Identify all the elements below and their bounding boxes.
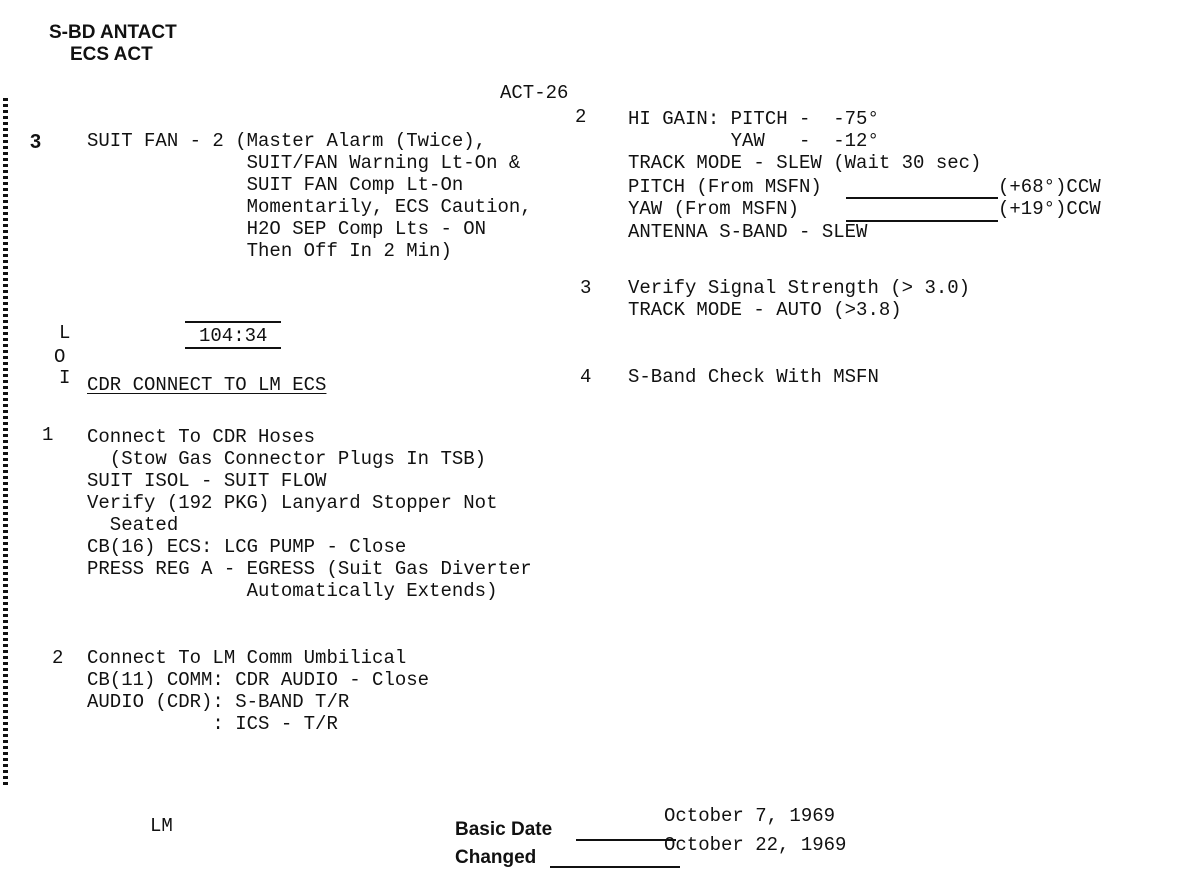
left-step1-line: Seated <box>87 514 179 536</box>
left-step1-line: (Stow Gas Connector Plugs In TSB) <box>87 448 487 470</box>
yaw-blank <box>846 220 998 222</box>
left-step1-line: PRESS REG A - EGRESS (Suit Gas Diverter <box>87 558 532 580</box>
right-step4-text: S-Band Check With MSFN <box>628 366 879 388</box>
left-step3-line: SUIT FAN - 2 (Master Alarm (Twice), <box>87 130 487 152</box>
pitch-label: PITCH (From MSFN) <box>628 176 822 198</box>
loi-letter-o: O <box>54 346 66 368</box>
right-step2-line: TRACK MODE - SLEW (Wait 30 sec) <box>628 152 982 174</box>
right-step2-text <box>628 108 981 174</box>
left-step3-text <box>87 130 532 262</box>
left-step2-line: CB(11) COMM: CDR AUDIO - Close <box>87 669 430 691</box>
right-step3-number: 3 <box>580 277 592 299</box>
left-step1-line: Verify (192 PKG) Lanyard Stopper Not <box>87 492 498 514</box>
antenna-line: ANTENNA S-BAND - SLEW <box>628 221 868 243</box>
mission-time: 104:34 <box>199 325 268 347</box>
left-step2-line: : ICS - T/R <box>87 713 338 735</box>
yaw-label: YAW (From MSFN) <box>628 198 800 220</box>
right-step3-line: Verify Signal Strength (> 3.0) <box>628 277 971 299</box>
left-step3-line: Then Off In 2 Min) <box>87 240 452 262</box>
pitch-value: (+68°)CCW <box>998 176 1101 198</box>
right-step3-line: TRACK MODE - AUTO (>3.8) <box>628 299 902 321</box>
pitch-blank <box>846 197 998 199</box>
page-id: ACT-26 <box>500 82 569 104</box>
yaw-value: (+19°)CCW <box>998 198 1101 220</box>
left-step1-line: SUIT ISOL - SUIT FLOW <box>87 470 327 492</box>
loi-letter-l: L <box>59 322 71 344</box>
left-step3-line: SUIT FAN Comp Lt-On <box>87 174 464 196</box>
footer-vehicle: LM <box>150 815 173 837</box>
section-title: CDR CONNECT TO LM ECS <box>87 374 327 396</box>
left-step2-number: 2 <box>52 647 64 669</box>
changed-value: October 22, 1969 <box>664 834 847 856</box>
time-underline <box>185 347 281 349</box>
left-step1-line: Automatically Extends) <box>87 580 498 602</box>
left-step3-number: 3 <box>30 131 42 153</box>
left-step2-text <box>87 647 429 735</box>
header-line-2: ECS ACT <box>70 44 153 65</box>
right-step4-number: 4 <box>580 366 592 388</box>
right-step2-number: 2 <box>575 106 587 128</box>
loi-letter-i: I <box>59 367 71 389</box>
left-step2-line: AUDIO (CDR): S-BAND T/R <box>87 691 350 713</box>
header-line-1: S-BD ANTACT <box>49 22 177 43</box>
changed-line <box>550 866 680 868</box>
left-step2-line: Connect To LM Comm Umbilical <box>87 647 407 669</box>
left-step1-number: 1 <box>42 424 54 446</box>
left-step3-line: H2O SEP Comp Lts - ON <box>87 218 487 240</box>
left-step1-line: Connect To CDR Hoses <box>87 426 316 448</box>
basic-date-value: October 7, 1969 <box>664 805 836 827</box>
left-step1-line: CB(16) ECS: LCG PUMP - Close <box>87 536 407 558</box>
left-step3-line: SUIT/FAN Warning Lt-On & <box>87 152 521 174</box>
basic-date-label: Basic Date <box>455 819 553 840</box>
left-step1-text <box>87 426 532 602</box>
right-step2-line: HI GAIN: PITCH - -75° <box>628 108 879 130</box>
right-step3-text <box>628 277 970 321</box>
left-step3-line: Momentarily, ECS Caution, <box>87 196 532 218</box>
right-step2-line: YAW - -12° <box>628 130 879 152</box>
basic-date-line <box>576 839 676 841</box>
change-bar <box>3 98 8 788</box>
changed-label: Changed <box>455 847 537 868</box>
time-overline <box>185 321 281 323</box>
